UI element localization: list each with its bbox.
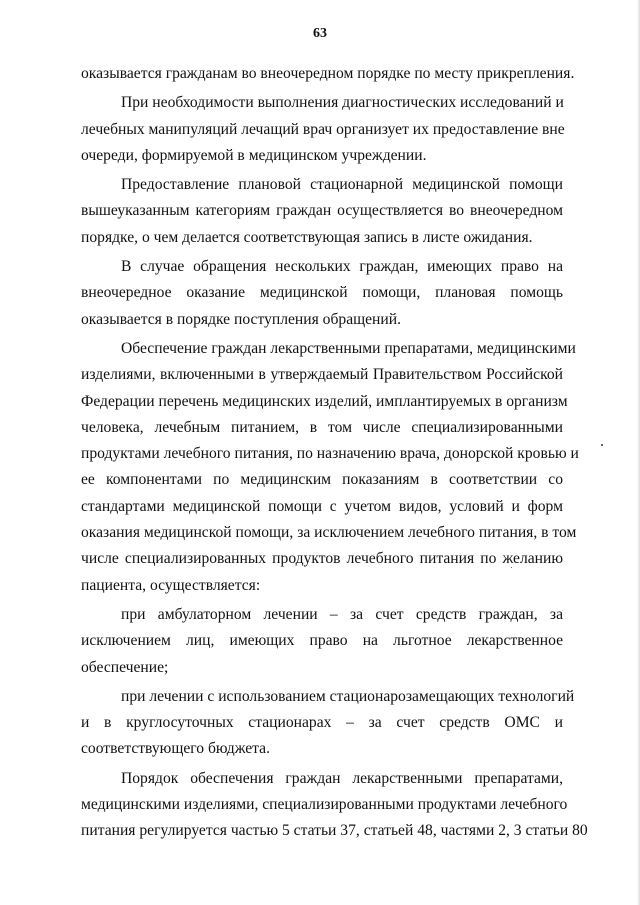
text-line: человека, лечебным питанием, в том числе специализированными xyxy=(81,418,563,436)
text-line: порядке, о чем делается соответствующая запись в листе ожидания. xyxy=(81,228,533,246)
document-body xyxy=(81,61,588,845)
text-line: изделиями, включенными в утверждаемый Правительством Российской xyxy=(81,366,563,384)
text-line: Порядок обеспечения граждан лекарственными препаратами, xyxy=(121,769,563,787)
text-line: Федерации перечень медицинских изделий, имплантируемых в организм xyxy=(81,392,568,410)
text-line: при лечении с использованием стационарозамещающих технологий xyxy=(121,687,575,705)
text-line: при амбулаторном лечении – за счет средств граждан, за xyxy=(121,605,563,623)
text-line: внеочередное оказание медицинской помощи, плановая помощь xyxy=(81,284,563,302)
scan-speck xyxy=(601,444,603,446)
text-line: медицинскими изделиями, специализированными продуктами лечебного xyxy=(81,796,568,814)
text-line: и в круглосуточных стационарах – за счет средств ОМС и xyxy=(81,714,563,732)
text-line: соответствующего бюджета. xyxy=(81,740,271,758)
text-line: ее компонентами по медицинским показаниям в соответствии со xyxy=(81,471,563,489)
text-line: вышеуказанным категориям граждан осуществляется во внеочередном xyxy=(81,202,563,220)
page-number: 63 xyxy=(313,26,327,41)
text-line: оказания медицинской помощи, за исключением лечебного питания, в том xyxy=(81,524,577,542)
scan-speck xyxy=(511,567,512,568)
text-line: питания регулируется частью 5 статьи 37, статьей 48, частями 2, 3 статьи 80 xyxy=(81,822,588,840)
text-line: Предоставление плановой стационарной медицинской помощи xyxy=(121,176,563,194)
text-line: обеспечение; xyxy=(81,658,169,676)
text-line: В случае обращения нескольких граждан, имеющих право на xyxy=(121,258,563,276)
text-line: лечебных манипуляций лечащий врач организует их предоставление вне xyxy=(81,120,565,138)
text-line: стандартами медицинской помощи с учетом видов, условий и форм xyxy=(81,497,563,515)
text-line: очереди, формируемой в медицинском учреждении. xyxy=(81,146,427,164)
text-line: Обеспечение граждан лекарственными препаратами, медицинскими xyxy=(121,339,576,357)
text-line: оказывается гражданам во внеочередном порядке по месту прикрепления. xyxy=(81,65,575,82)
text-line: исключением лиц, имеющих право на льготное лекарственное xyxy=(81,632,563,650)
text-line: При необходимости выполнения диагностических исследований и xyxy=(121,94,564,112)
text-line: числе специализированных продуктов лечебного питания по желанию xyxy=(81,550,563,568)
text-line: продуктами лечебного питания, по назначению врача, донорской кровью и xyxy=(81,445,579,463)
text-line: оказывается в порядке поступления обращений. xyxy=(81,310,401,328)
text-line: пациента, осуществляется: xyxy=(81,576,261,594)
